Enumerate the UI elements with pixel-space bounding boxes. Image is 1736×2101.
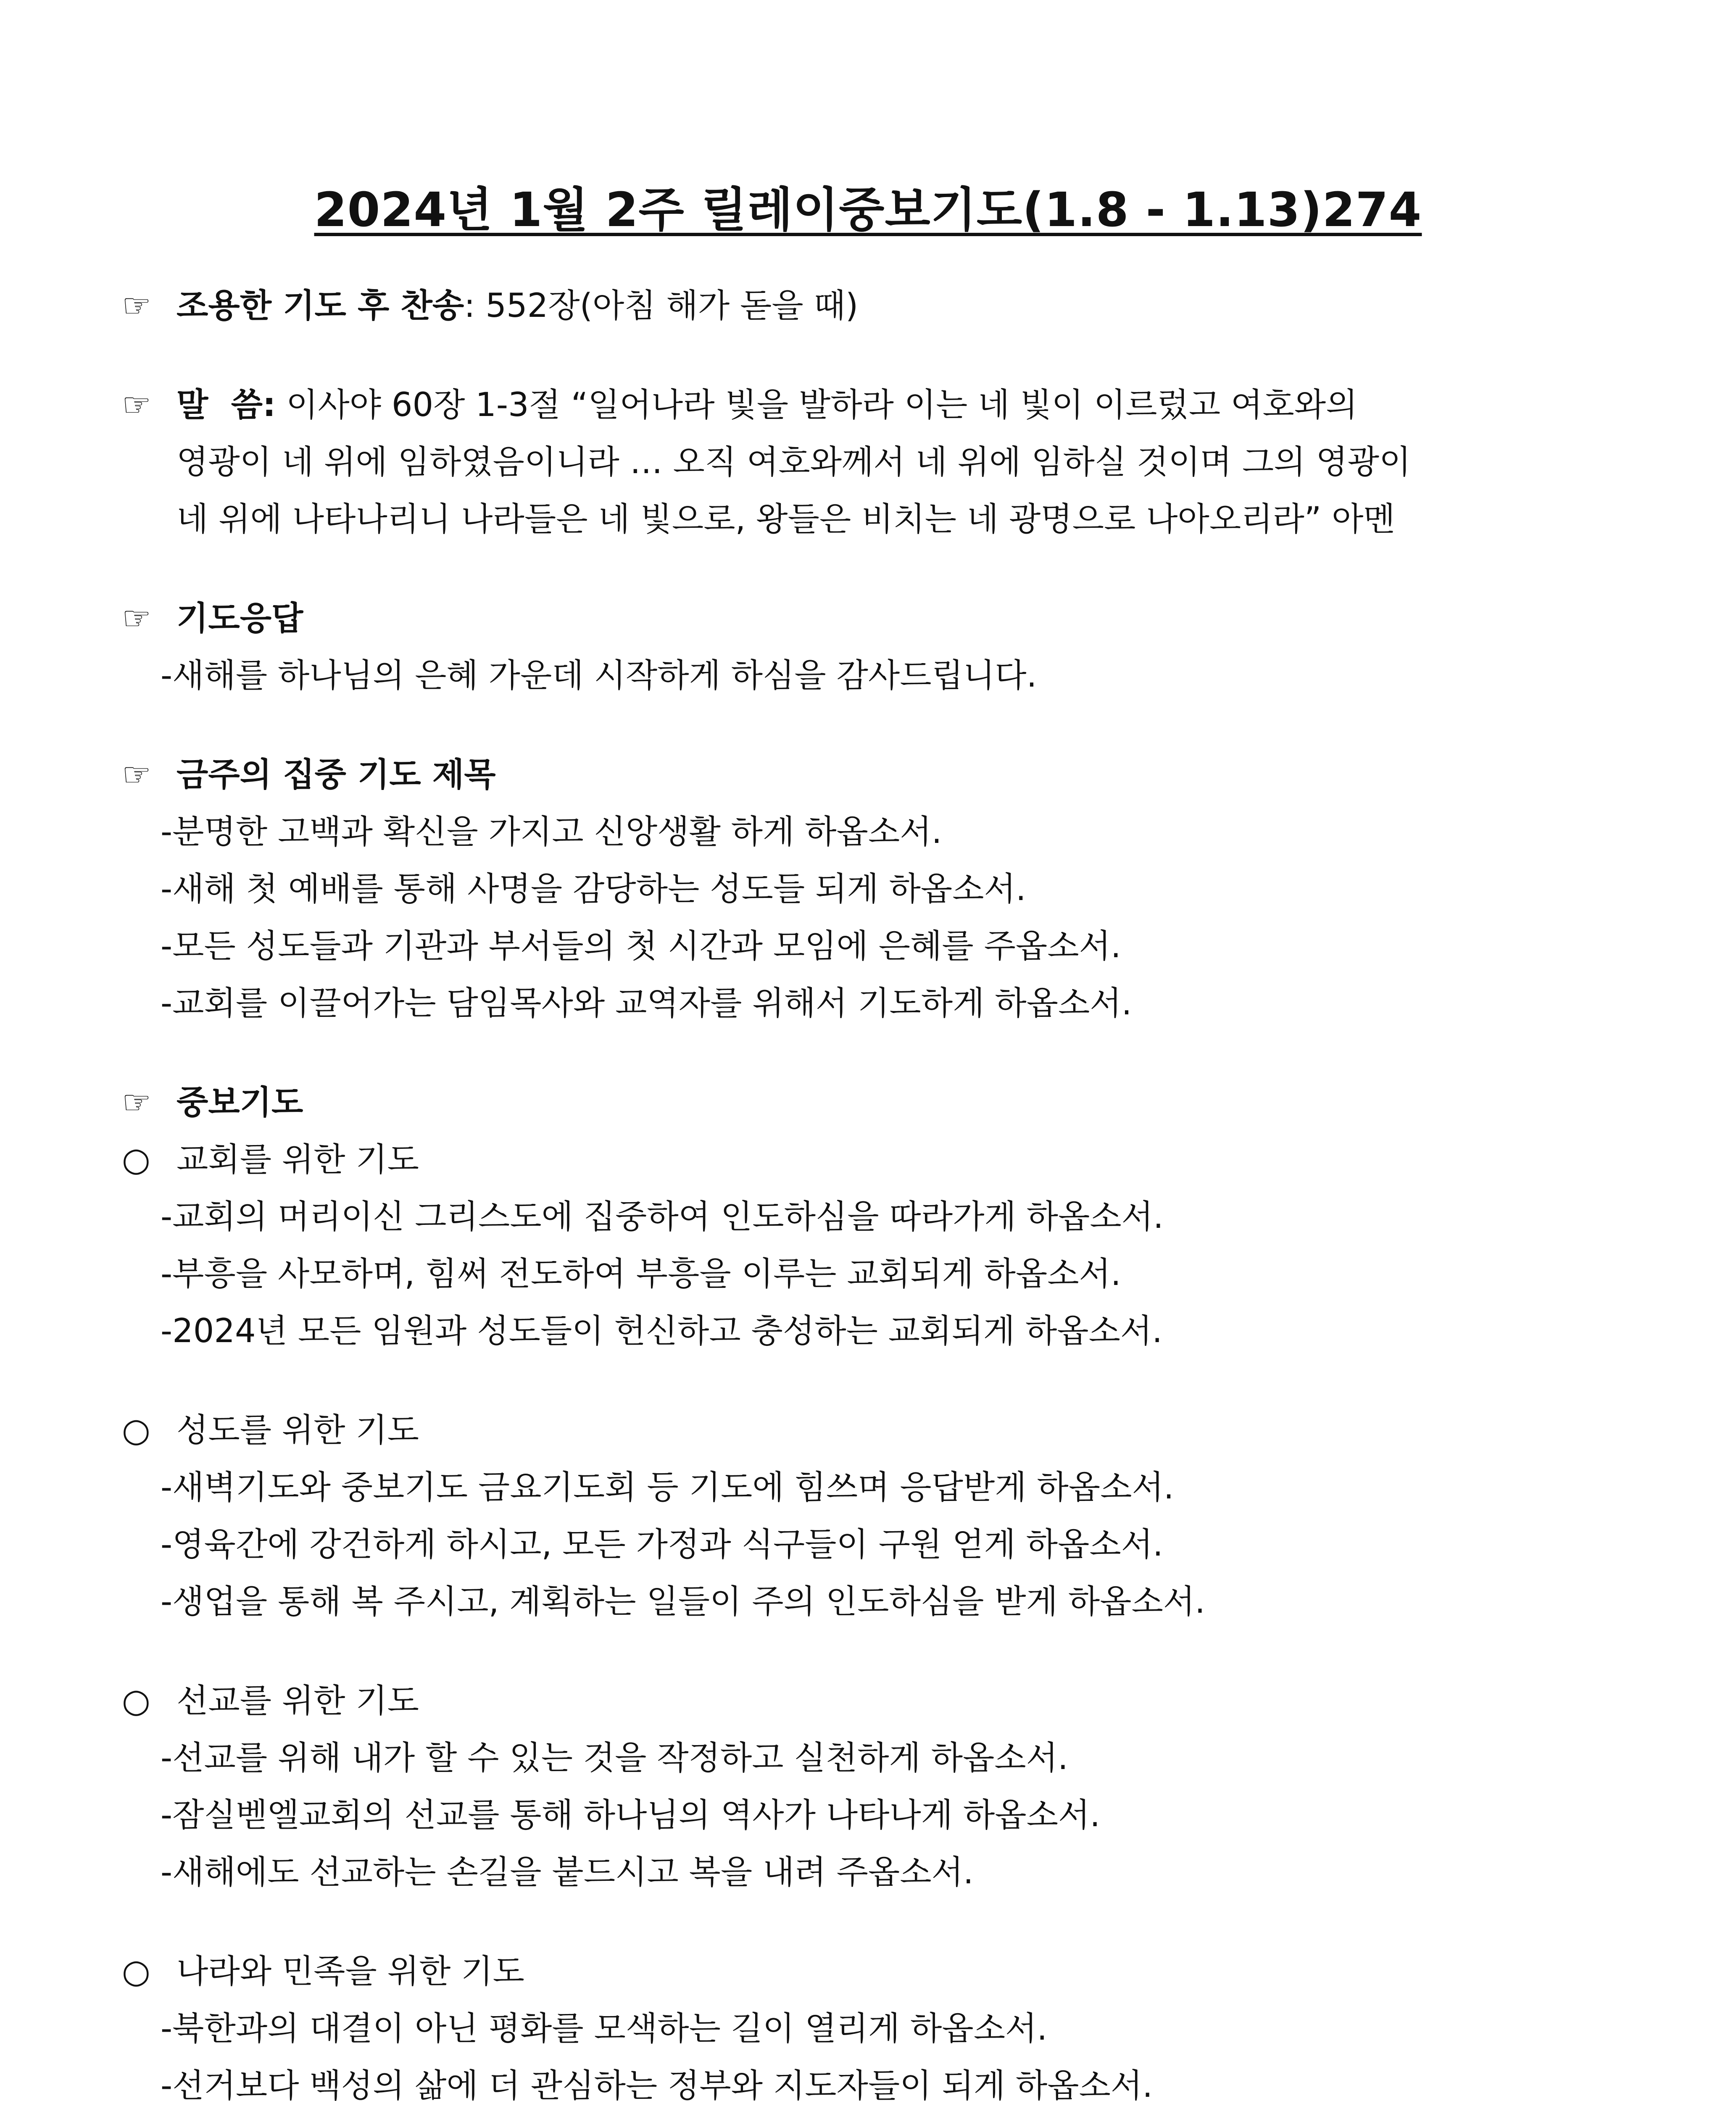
section-title-text: 선교를 위한 기도 [176, 1682, 419, 1720]
scripture-line-1 [122, 376, 1635, 434]
scripture-line-2: 영광이 네 위에 임하였음이니라 … 오직 여호와께서 네 위에 임하실 것이며 그의 영광이 [176, 443, 1411, 481]
section-item: -교회의 머리이신 그리스도에 집중하여 인도하심을 따라가게 하옵소서. [161, 1198, 1164, 1236]
section-nation-title [122, 1943, 1635, 2000]
spacer [122, 1630, 1635, 1672]
focus-item: -교회를 이끌어가는 담임목사와 교역자를 위해서 기도하게 하옵소서. [161, 985, 1132, 1022]
section-item: -북한과의 대결이 아닌 평화를 모색하는 길이 열리게 하옵소서. [161, 2010, 1048, 2048]
spacer [122, 548, 1635, 590]
focus-item: -분명한 고백과 확신을 가지고 신앙생활 하게 하옵소서. [161, 813, 942, 851]
answer-heading-text: 기도응답 [176, 600, 303, 637]
section-title-text: 성도를 위한 기도 [176, 1411, 419, 1449]
focus-item: -모든 성도들과 기관과 부서들의 첫 시간과 모임에 은혜를 주옵소서. [161, 927, 1121, 965]
section-item: -2024년 모든 임원과 성도들이 헌신하고 충성하는 교회되게 하옵소서. [161, 1312, 1163, 1350]
hymn-label: 조용한 기도 후 찬송 [176, 287, 464, 325]
spacer [122, 704, 1635, 746]
section-item: -잠실벧엘교회의 선교를 통해 하나님의 역사가 나타나게 하옵소서. [161, 1796, 1101, 1834]
scripture-text-1: 이사야 60장 1-3절 “일어나라 빛을 발하라 이는 네 빛이 이르렀고 여호와의 [276, 386, 1358, 424]
section-item: -선교를 위해 내가 할 수 있는 것을 작정하고 실천하게 하옵소서. [161, 1739, 1068, 1777]
answer-heading [122, 590, 1635, 647]
circle-icon: ○ [122, 1141, 151, 1179]
hymn-text: 552장(아침 해가 돋을 때) [475, 287, 859, 325]
answer-item: -새해를 하나님의 은혜 가운데 시작하게 하심을 감사드립니다. [161, 657, 1037, 695]
circle-icon: ○ [122, 1682, 151, 1720]
section-item: -부흥을 사모하며, 힘써 전도하여 부흥을 이루는 교회되게 하옵소서. [161, 1255, 1121, 1293]
pointing-hand-icon: ☞ [122, 287, 151, 325]
section-mission-title [122, 1672, 1635, 1730]
pointing-hand-icon: ☞ [122, 600, 151, 637]
circle-icon: ○ [122, 1953, 151, 1990]
section-item: -영육간에 강건하게 하시고, 모든 가정과 식구들이 구원 얻게 하옵소서. [161, 1526, 1163, 1564]
scripture-label: 말 씀: [176, 386, 276, 424]
section-item: -새벽기도와 중보기도 금요기도회 등 기도에 힘쓰며 응답받게 하옵소서. [161, 1469, 1174, 1506]
focus-heading-text: 금주의 집중 기도 제목 [176, 756, 496, 794]
section-item: -선거보다 백성의 삶에 더 관심하는 정부와 지도자들이 되게 하옵소서. [161, 2067, 1153, 2101]
intercession-heading-text: 중보기도 [176, 1084, 303, 1122]
section-item: -새해에도 선교하는 손길을 붙드시고 복을 내려 주옵소서. [161, 1854, 974, 1891]
pointing-hand-icon: ☞ [122, 1084, 151, 1122]
document-title: 2024년 1월 2주 릴레이중보기도(1.8 - 1.13)274 [314, 183, 1422, 237]
section-title-text: 교회를 위한 기도 [176, 1141, 419, 1179]
spacer [122, 1032, 1635, 1074]
pointing-hand-icon: ☞ [122, 386, 151, 424]
section-church-title [122, 1131, 1635, 1188]
section-item: -생업을 통해 복 주시고, 계획하는 일들이 주의 인도하심을 받게 하옵소서. [161, 1583, 1205, 1621]
hymn-line [122, 277, 1635, 334]
document-body [122, 277, 1635, 2101]
hymn-separator: : [464, 287, 475, 325]
section-saints-title [122, 1402, 1635, 1459]
spacer [122, 1901, 1635, 1943]
spacer [122, 1360, 1635, 1402]
section-title-text: 나라와 민족을 위한 기도 [176, 1953, 524, 1990]
spacer [122, 334, 1635, 376]
pointing-hand-icon: ☞ [122, 756, 151, 794]
focus-heading [122, 746, 1635, 803]
focus-item: -새해 첫 예배를 통해 사명을 감당하는 성도들 되게 하옵소서. [161, 870, 1026, 908]
circle-icon: ○ [122, 1411, 151, 1449]
scripture-line-3: 네 위에 나타나리니 나라들은 네 빛으로, 왕들은 비치는 네 광명으로 나아오리라” 아멘 [176, 500, 1395, 538]
intercession-heading [122, 1074, 1635, 1131]
